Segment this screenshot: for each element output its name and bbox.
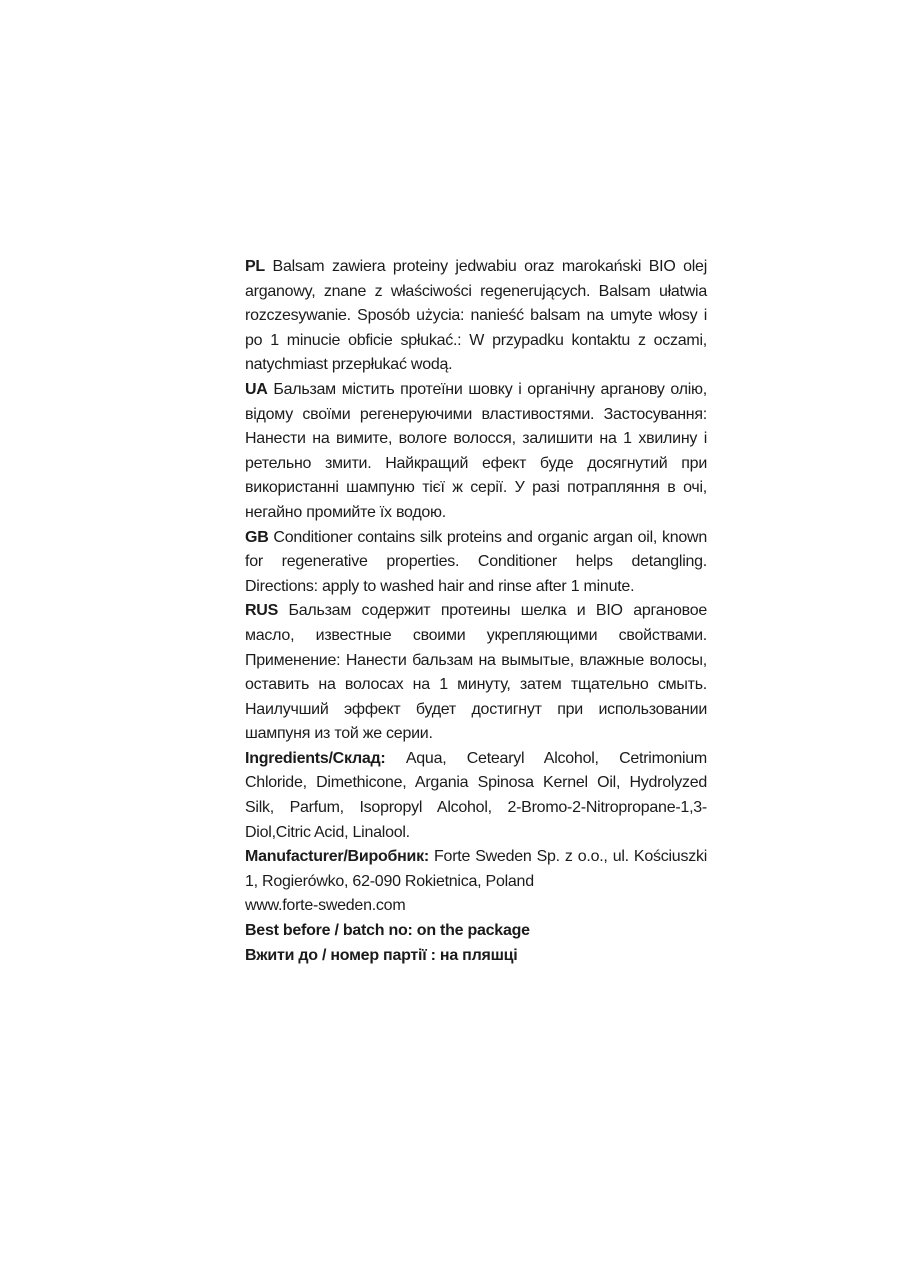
section-ingredients [245, 747, 707, 845]
manufacturer-text: Forte Sweden Sp. z o.o., ul. Kościuszki 1, Rogierówko, 62-090 Rokietnica, Poland [245, 848, 707, 890]
language-code-pl: PL [245, 258, 265, 275]
best-before-en: Best before / batch no: on the package [245, 922, 530, 940]
section-pl-text: Balsam zawiera proteiny jedwabiu oraz marokański BIO olej arganowy, znane z właściwości regenerujących. Balsam ułatwia rozczesywanie. Sposób użycia: nanieść balsam na umyte włosy i po 1 minucie obficie spłukać.: W przypadku kontaktu z oczami, natychmiast przepłukać wodą. [245, 258, 707, 374]
section-ua [245, 378, 707, 526]
product-label-text [245, 255, 707, 968]
section-ua-text: Бальзам містить протеїни шовку і органічну арганову олію, відому своїми регенеруючими властивостями. Застосування: Нанести на вимите, вологе волосся, залишити на 1 хвилину і ретельно змити. Найкращий ефект буде досягнутий при використанні шампуню тієї ж серії. У разі потрапляння в очі, негайно промийте їх водою. [245, 380, 707, 521]
website-url: www.forte-sweden.com [245, 897, 406, 915]
language-code-ua: UA [245, 380, 268, 398]
ingredients-heading: Ingredients/Склад: [245, 749, 386, 767]
manufacturer-heading: Manufacturer/Виробник: [245, 848, 429, 866]
section-manufacturer [245, 845, 707, 894]
section-rus-text: Бальзам содержит протеины шелка и BIO аргановое масло, известные своими укрепляющими свойствами. Применение: Нанести бальзам на вымытые, влажные волосы, оставить на волосах на 1 минуту, затем тщательно смыть. Наилучший эффект будет достигнут при использовании шампуня из той же серии. [245, 602, 707, 743]
section-gb [245, 526, 707, 600]
section-gb-text: Conditioner contains silk proteins and organic argan oil, known for regenerative properties. Conditioner helps detangling. Directions: apply to washed hair and rinse after 1 minute. [245, 528, 707, 595]
ingredients-text: Aqua, Cetearyl Alcohol, Cetrimonium Chloride, Dimethicone, Argania Spinosa Kernel Oil, Hydrolyzed Silk, Parfum, Isopropyl Alcohol, 2-Bromo-2-Nitropropane-1,3-Diol,Citric Acid, Linalool. [245, 749, 708, 841]
language-code-gb: GB [245, 528, 269, 546]
best-before-ua: Вжити до / номер партії : на пляшці [245, 946, 518, 964]
section-pl [245, 255, 707, 378]
section-rus [245, 599, 707, 747]
language-code-rus: RUS [245, 602, 279, 620]
